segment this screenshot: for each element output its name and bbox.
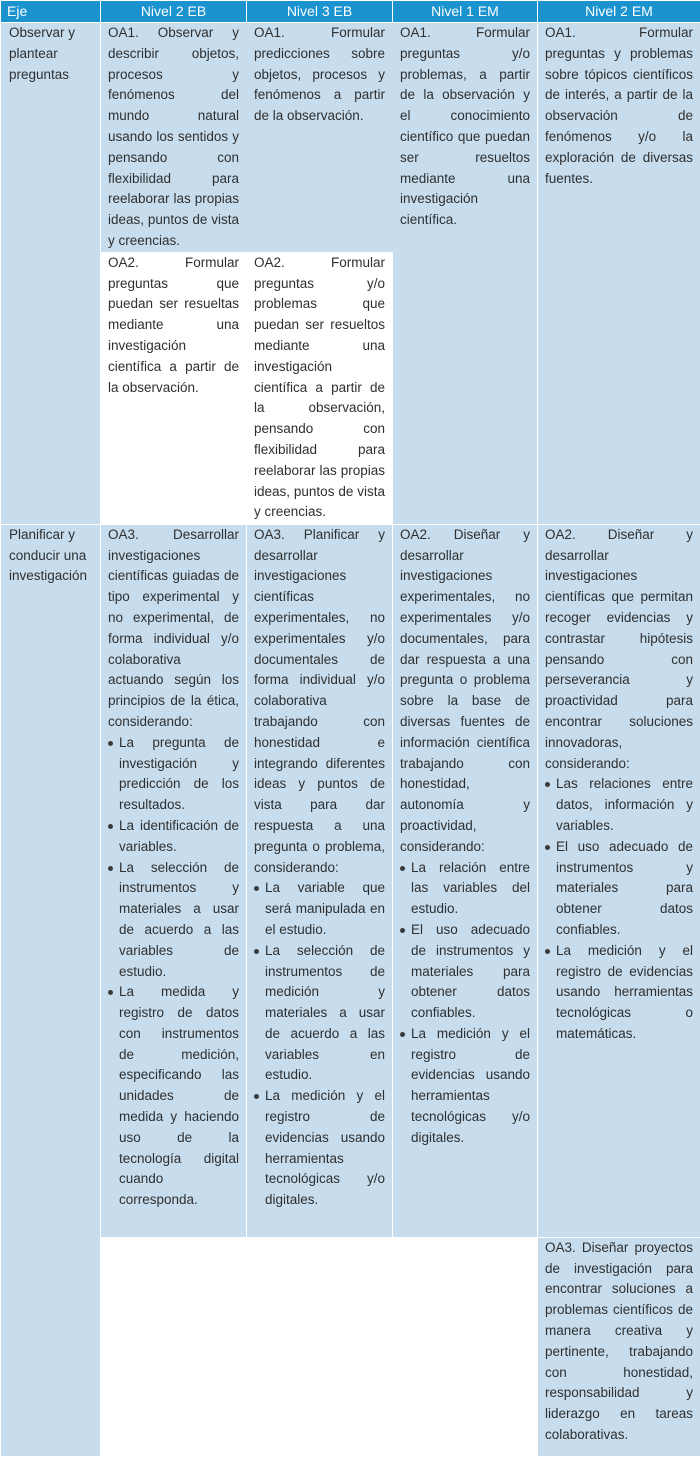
header-nivel-1-em: Nivel 1 EM (393, 1, 538, 23)
list-item: La medición y el registro de evidencias usando herramientas tecnológicas o matemáticas. (545, 941, 693, 1045)
list-item: La pregunta de investigación y predicción de los resultados. (108, 733, 239, 816)
cell-n3eb-oa3 (247, 524, 393, 1237)
observar-row-1 (1, 23, 700, 253)
cell-n2em-oa2 (538, 524, 700, 1237)
cell-n1em-oa1: OA1. Formular preguntas y/o problemas, a partir de la observación y el conocimiento científico que puedan ser resueltos mediante una investigación científica. (393, 23, 538, 525)
list-item: La selección de instrumentos de medición y materiales a usar de acuerdo a las variables en estudio. (254, 941, 385, 1087)
cell-n2em-oa3: OA3. Diseñar proyectos de investigación para encontrar soluciones a problemas científicos de manera creativa y pertinente, trabajando con honestidad, responsabilidad y liderazgo en tareas colaborativas. (538, 1237, 700, 1456)
header-row (1, 1, 700, 23)
n3eb-bullet-list (254, 878, 385, 1211)
eje-planificar: Planificar y conducir una investigación (1, 524, 101, 1456)
list-item: La identificación de variables. (108, 816, 239, 858)
n2eb-bullet-list (108, 733, 239, 1211)
cell-n1em-empty (393, 1237, 538, 1456)
eje-observar: Observar y plantear preguntas (1, 23, 101, 525)
list-item: La variable que será manipulada en el estudio. (254, 878, 385, 940)
cell-n2eb-empty (101, 1237, 247, 1456)
cell-n2eb-oa2: OA2. Formular preguntas que puedan ser resueltas mediante una investigación científica a partir de la observación. (101, 252, 247, 524)
list-item: La medición y el registro de evidencias usando herramientas tecnológicas y/o digitales. (400, 1024, 530, 1149)
planificar-row-1 (1, 524, 700, 1237)
cell-n2eb-oa1: OA1. Observar y describir objetos, procesos y fenómenos del mundo natural usando los sentidos y pensando con flexibilidad para reelaborar las propias ideas, puntos de vista y creencias. (101, 23, 247, 253)
list-item: El uso adecuado de instrumentos y materiales para obtener datos confiables. (545, 837, 693, 941)
list-item: La medida y registro de datos con instrumentos de medición, especificando las unidades de medida y haciendo uso de la tecnología digital cuando corresponda. (108, 982, 239, 1211)
list-item: La relación entre las variables del estudio. (400, 858, 530, 920)
header-nivel-3-eb: Nivel 3 EB (247, 1, 393, 23)
header-eje: Eje (1, 1, 101, 23)
list-item: La medición y el registro de evidencias usando herramientas tecnológicas y/o digitales. (254, 1086, 385, 1211)
cell-n2em-oa1: OA1. Formular preguntas y problemas sobre tópicos científicos de interés, a partir de la observación de fenómenos y/o la exploración de diversas fuentes. (538, 23, 700, 525)
cell-n3eb-oa1: OA1. Formular predicciones sobre objetos, procesos y fenómenos a partir de la observación. (247, 23, 393, 253)
cell-n3eb-oa2: OA2. Formular preguntas y/o problemas que puedan ser resueltos mediante una investigación científica a partir de la observación, pensando con flexibilidad para reelaborar las propias ideas, puntos de vista y creencias. (247, 252, 393, 524)
n2em-bullet-list (545, 774, 693, 1044)
cell-n1em-oa2-text: OA2. Diseñar y desarrollar investigaciones experimentales, no experimentales y/o documentales, para dar respuesta a una pregunta o problema sobre la base de diversas fuentes de información científica trabajando con honestidad, autonomía y proactividad, considerando: (400, 525, 530, 858)
planificar-row-2 (1, 1237, 700, 1456)
list-item: El uso adecuado de instrumentos y materiales para obtener datos confiables. (400, 920, 530, 1024)
list-item: La selección de instrumentos y materiales a usar de acuerdo a las variables de estudio. (108, 858, 239, 983)
cell-n2eb-oa3-text: OA3. Desarrollar investigaciones científicas guiadas de tipo experimental y no experimental, de forma individual y/o colaborativa actuando según los principios de la ética, considerando: (108, 525, 239, 733)
cell-n3eb-empty (247, 1237, 393, 1456)
cell-n1em-oa2 (393, 524, 538, 1237)
cell-n2em-oa2-text: OA2. Diseñar y desarrollar investigaciones científicas que permitan recoger evidencias y contrastar hipótesis pensando con perseverancia y proactividad para encontrar soluciones innovadoras, considerando: (545, 525, 693, 775)
n1em-bullet-list (400, 858, 530, 1149)
list-item: Las relaciones entre datos, información y variables. (545, 774, 693, 836)
cell-n2eb-oa3 (101, 524, 247, 1237)
header-nivel-2-em: Nivel 2 EM (538, 1, 700, 23)
cell-n3eb-oa3-text: OA3. Planificar y desarrollar investigaciones científicas experimentales, no experimentales y/o documentales de forma individual y/o colaborativa trabajando con honestidad e integrando diferentes ideas y puntos de vista para dar respuesta a una pregunta o problema, considerando: (254, 525, 385, 879)
header-nivel-2-eb: Nivel 2 EB (101, 1, 247, 23)
